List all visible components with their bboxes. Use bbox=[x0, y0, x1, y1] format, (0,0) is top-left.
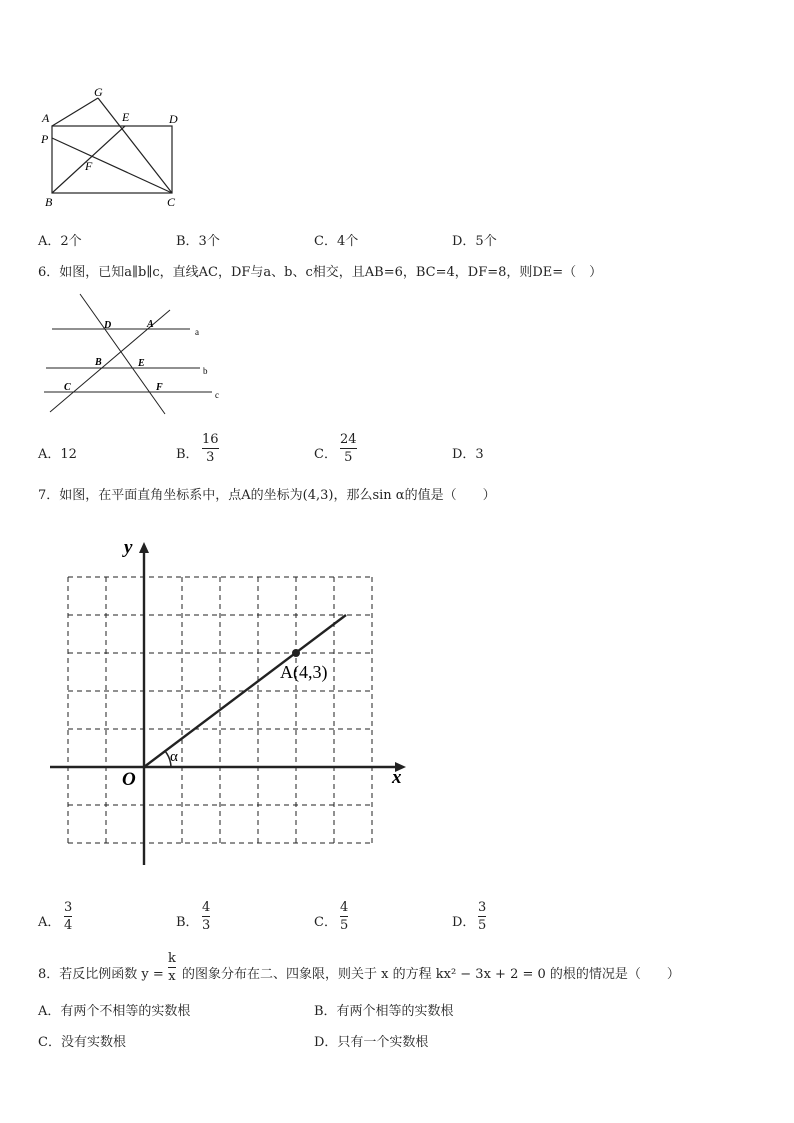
label-A: A bbox=[147, 319, 154, 330]
q8-function-fraction bbox=[168, 951, 176, 984]
q6-option-b[interactable] bbox=[176, 443, 199, 462]
label-C: C bbox=[64, 382, 71, 393]
q8-frac-den: x bbox=[168, 969, 176, 984]
q7-option-a-fraction bbox=[64, 900, 72, 933]
label-E: E bbox=[122, 110, 130, 124]
label-E: E bbox=[138, 358, 145, 369]
q7-stem: 7．如图，在平面直角坐标系中，点A的坐标为(4,3)，那么sin α的值是（ ） bbox=[38, 488, 496, 503]
point-a-label: A(4,3) bbox=[280, 662, 328, 682]
q5-option-b[interactable]: B．3个 bbox=[176, 234, 220, 249]
q8-option-c[interactable]: C．没有实数根 bbox=[38, 1035, 126, 1050]
q6-stem: 6．如图，已知a∥b∥c，直线AC，DF与a、b、c相交，且AB=6，BC=4，DF=8，则DE=（ ） bbox=[38, 265, 603, 280]
q8-option-b[interactable]: B．有两个相等的实数根 bbox=[314, 1004, 454, 1019]
q7-option-d-fraction bbox=[478, 900, 486, 933]
x-axis-label: x bbox=[392, 767, 402, 788]
q7-option-c-num: 4 bbox=[340, 900, 349, 915]
q7-option-a-num: 3 bbox=[64, 900, 73, 915]
y-axis-label: y bbox=[124, 537, 133, 558]
label-P: P bbox=[41, 132, 49, 146]
q6-option-c-prefix: C． bbox=[314, 447, 337, 462]
q5-option-a[interactable]: A．2个 bbox=[38, 234, 82, 249]
label-B: B bbox=[95, 357, 102, 368]
q5-option-d[interactable]: D．5个 bbox=[452, 234, 497, 249]
q7-option-c[interactable] bbox=[314, 911, 337, 930]
label-a: a bbox=[195, 327, 199, 337]
q6-option-c-num: 24 bbox=[340, 432, 357, 447]
q8-option-d[interactable]: D．只有一个实数根 bbox=[314, 1035, 429, 1050]
q7-option-b-prefix: B． bbox=[176, 915, 199, 930]
q6-option-d[interactable]: D．3 bbox=[452, 447, 484, 462]
q7-option-d[interactable] bbox=[452, 911, 475, 930]
q8-stem-end: 的图象分布在二、四象限，则关于 x 的方程 kx² − 3x + 2 = 0 的根的情况是（ ） bbox=[182, 967, 680, 982]
q7-option-c-prefix: C． bbox=[314, 915, 337, 930]
q7-option-b[interactable] bbox=[176, 911, 199, 930]
q8-option-a[interactable]: A．有两个不相等的实数根 bbox=[38, 1004, 191, 1019]
q7-option-d-num: 3 bbox=[478, 900, 487, 915]
q7-option-c-fraction bbox=[340, 900, 348, 933]
q5-option-c[interactable]: C．4个 bbox=[314, 234, 359, 249]
label-b: b bbox=[203, 366, 208, 376]
q7-option-a-prefix: A． bbox=[38, 915, 61, 930]
q6-option-b-fraction bbox=[202, 432, 219, 465]
label-D: D bbox=[104, 320, 112, 331]
origin-label: O bbox=[122, 769, 136, 790]
q7-option-b-num: 4 bbox=[202, 900, 211, 915]
q7-option-d-prefix: D． bbox=[452, 915, 476, 930]
q7-option-a-den: 4 bbox=[64, 918, 73, 933]
q6-option-b-num: 16 bbox=[202, 432, 219, 447]
q7-option-b-fraction bbox=[202, 900, 210, 933]
q6-option-a[interactable]: A．12 bbox=[38, 447, 77, 462]
label-B: B bbox=[45, 195, 53, 209]
q7-option-a[interactable] bbox=[38, 911, 60, 930]
q6-option-c-den: 5 bbox=[344, 450, 353, 465]
label-c: c bbox=[215, 390, 219, 400]
q7-coordinate-figure bbox=[40, 530, 420, 875]
q5-figure bbox=[30, 82, 200, 212]
label-F: F bbox=[85, 159, 93, 173]
label-G: G bbox=[94, 85, 103, 99]
q6-figure bbox=[40, 290, 230, 420]
q7-option-b-den: 3 bbox=[202, 918, 211, 933]
label-C: C bbox=[167, 195, 176, 209]
q8-frac-num: k bbox=[168, 951, 176, 966]
q6-option-b-den: 3 bbox=[206, 450, 215, 465]
q7-option-c-den: 5 bbox=[340, 918, 349, 933]
q6-option-c-fraction bbox=[340, 432, 357, 465]
label-A: A bbox=[42, 111, 50, 125]
q7-option-d-den: 5 bbox=[478, 918, 487, 933]
label-F: F bbox=[156, 382, 163, 393]
q6-option-c[interactable] bbox=[314, 443, 337, 462]
q8-stem-start: 8．若反比例函数 y = bbox=[38, 967, 164, 982]
label-D: D bbox=[169, 112, 178, 126]
q6-option-b-prefix: B． bbox=[176, 447, 199, 462]
alpha-label: α bbox=[170, 749, 178, 765]
